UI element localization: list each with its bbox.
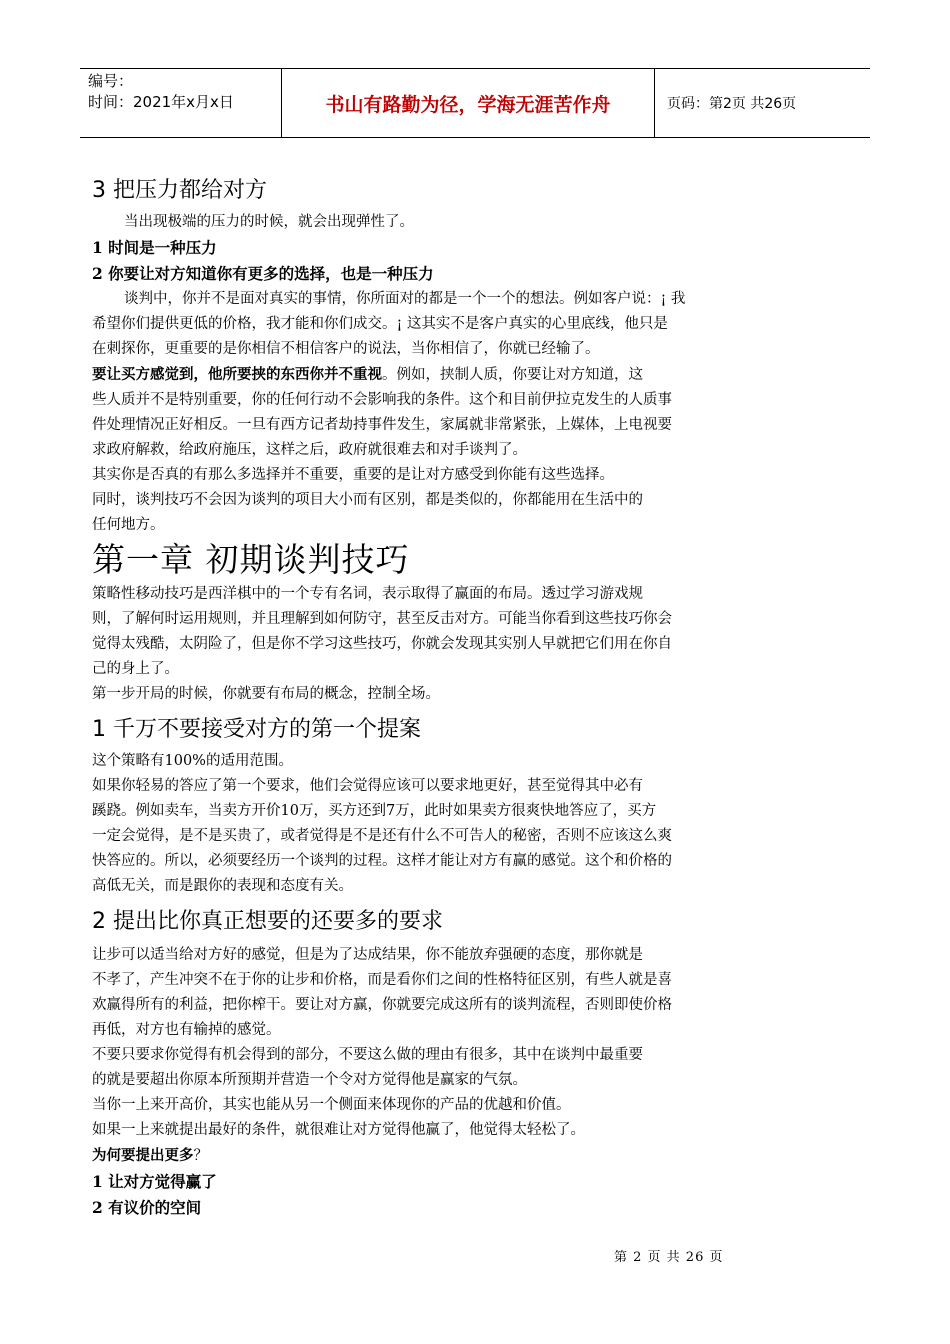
header-motto: 书山有路勤为径，学海无涯苦作舟 xyxy=(282,69,655,137)
section3-title: 3 把压力都给对方 xyxy=(92,178,267,203)
section1-para2-line3: 一定会觉得，是不是买贵了，或者觉得是不是还有什么不可告人的秘密，否则不应该这么爽 xyxy=(92,828,672,844)
section3-para2-line3: 件处理情况正好相反。一旦有西方记者劫持事件发生，家属就非常紧张，上媒体，上电视要 xyxy=(92,417,672,433)
section1-para2-line5: 高低无关，而是跟你的表现和态度有关。 xyxy=(92,878,353,894)
chapter1-para1-line1: 策略性移动技巧是西洋棋中的一个专有名词，表示取得了赢面的布局。透过学习游戏规 xyxy=(92,586,643,602)
section2-para2-line2: 的就是要超出你原本所预期并营造一个令对方觉得他是赢家的气氛。 xyxy=(92,1072,527,1088)
section2-para1-line2: 不孝了，产生冲突不在于你的让步和价格，而是看你们之间的性格特征区别，有些人就是喜 xyxy=(92,972,672,988)
chapter1-para1-line3: 觉得太残酷，太阴险了，但是你不学习这些技巧，你就会发现其实别人早就把它们用在你自 xyxy=(92,636,672,652)
chapter1-para1-line4: 己的身上了。 xyxy=(92,661,179,677)
header-number-label: 编号： xyxy=(88,72,134,90)
header-page-label: 页码：第2页 共26页 xyxy=(667,96,797,112)
section1-para2-line4: 快答应的。所以，必须要经历一个谈判的过程。这样才能让对方有赢的感觉。这个和价格的 xyxy=(92,853,672,869)
section3-intro: 当出现极端的压力的时候，就会出现弹性了。 xyxy=(124,214,414,230)
section1-para1: 这个策略有100%的适用范围。 xyxy=(92,753,293,769)
section2-para3: 当你一上来开高价，其实也能从另一个侧面来体现你的产品的优越和价值。 xyxy=(92,1097,571,1113)
section1-title: 1 千万不要接受对方的第一个提案 xyxy=(92,717,421,742)
section3-para3: 其实你是否真的有那么多选择并不重要，重要的是让对方感受到你能有这些选择。 xyxy=(92,467,614,483)
section3-para2-line2: 些人质并不是特别重要，你的任何行动不会影响我的条件。这个和目前伊拉克发生的人质事 xyxy=(92,392,672,408)
section2-why-line xyxy=(92,1143,782,1169)
page-header xyxy=(80,68,870,138)
chapter1-title: 第一章 初期谈判技巧 xyxy=(92,540,410,579)
section1-para2-line2: 蹊跷。例如卖车，当卖方开价10万，买方还到7万，此时如果卖方很爽快地答应了，买方 xyxy=(92,803,657,819)
section2-why-mark: ？ xyxy=(193,1148,208,1164)
header-meta xyxy=(80,69,282,137)
header-date-label: 时间：2021年x月x日 xyxy=(88,93,234,111)
section3-para1-line3: 在刺探你，更重要的是你相信不相信客户的说法，当你相信了，你就已经输了。 xyxy=(92,341,600,357)
section3-para1-line1: 谈判中，你并不是面对真实的事情，你所面对的都是一个一个的想法。例如客户说：¡ 我 xyxy=(124,291,686,307)
section2-reason1: 1 让对方觉得赢了 xyxy=(92,1172,217,1191)
document-body xyxy=(92,176,782,1221)
section1-para2-line1: 如果你轻易的答应了第一个要求，他们会觉得应该可以要求地更好，甚至觉得其中必有 xyxy=(92,778,643,794)
section2-para4: 如果一上来就提出最好的条件，就很难让对方觉得他赢了，他觉得太轻松了。 xyxy=(92,1122,585,1138)
section2-para1-line4: 再低，对方也有输掉的感觉。 xyxy=(92,1022,281,1038)
section3-para4-line2: 任何地方。 xyxy=(92,517,165,533)
section3-para4-line1: 同时，谈判技巧不会因为谈判的项目大小而有区别，都是类似的，你都能用在生活中的 xyxy=(92,492,643,508)
section2-reason2: 2 有议价的空间 xyxy=(92,1198,202,1217)
chapter1-para1-line2: 则，了解何时运用规则，并且理解到如何防守，甚至反击对方。可能当你看到这些技巧你会 xyxy=(92,611,672,627)
section3-para2-line4: 求政府解救，给政府施压，这样之后，政府就很难去和对手谈判了。 xyxy=(92,442,527,458)
section3-para2-rest: 。例如，挟制人质，你要让对方知道，这 xyxy=(382,367,643,383)
section3-point1: 1 时间是一种压力 xyxy=(92,238,217,257)
section3-para1-line2: 希望你们提供更低的价格，我才能和你们成交。¡ 这其实不是客户真实的心里底线，他只是 xyxy=(92,316,668,332)
section2-para2-line1: 不要只要求你觉得有机会得到的部分，不要这么做的理由有很多，其中在谈判中最重要 xyxy=(92,1047,643,1063)
section2-title: 2 提出比你真正想要的还要多的要求 xyxy=(92,909,443,934)
section2-para1-line1: 让步可以适当给对方好的感觉，但是为了达成结果，你不能放弃强硬的态度，那你就是 xyxy=(92,947,643,963)
section3-para2-line1 xyxy=(92,362,782,388)
section3-para2-bold: 要让买方感觉到，他所要挟的东西你并不重视 xyxy=(92,366,382,383)
chapter1-para2: 第一步开局的时候，你就要有布局的概念，控制全场。 xyxy=(92,686,440,702)
section2-why-bold: 为何要提出更多 xyxy=(92,1147,194,1164)
section2-para1-line3: 欢赢得所有的利益，把你榨干。要让对方赢，你就要完成这所有的谈判流程，否则即使价格 xyxy=(92,997,672,1013)
section3-point2: 2 你要让对方知道你有更多的选择，也是一种压力 xyxy=(92,264,434,283)
page-footer: 第 2 页 共 26 页 xyxy=(614,1250,724,1265)
